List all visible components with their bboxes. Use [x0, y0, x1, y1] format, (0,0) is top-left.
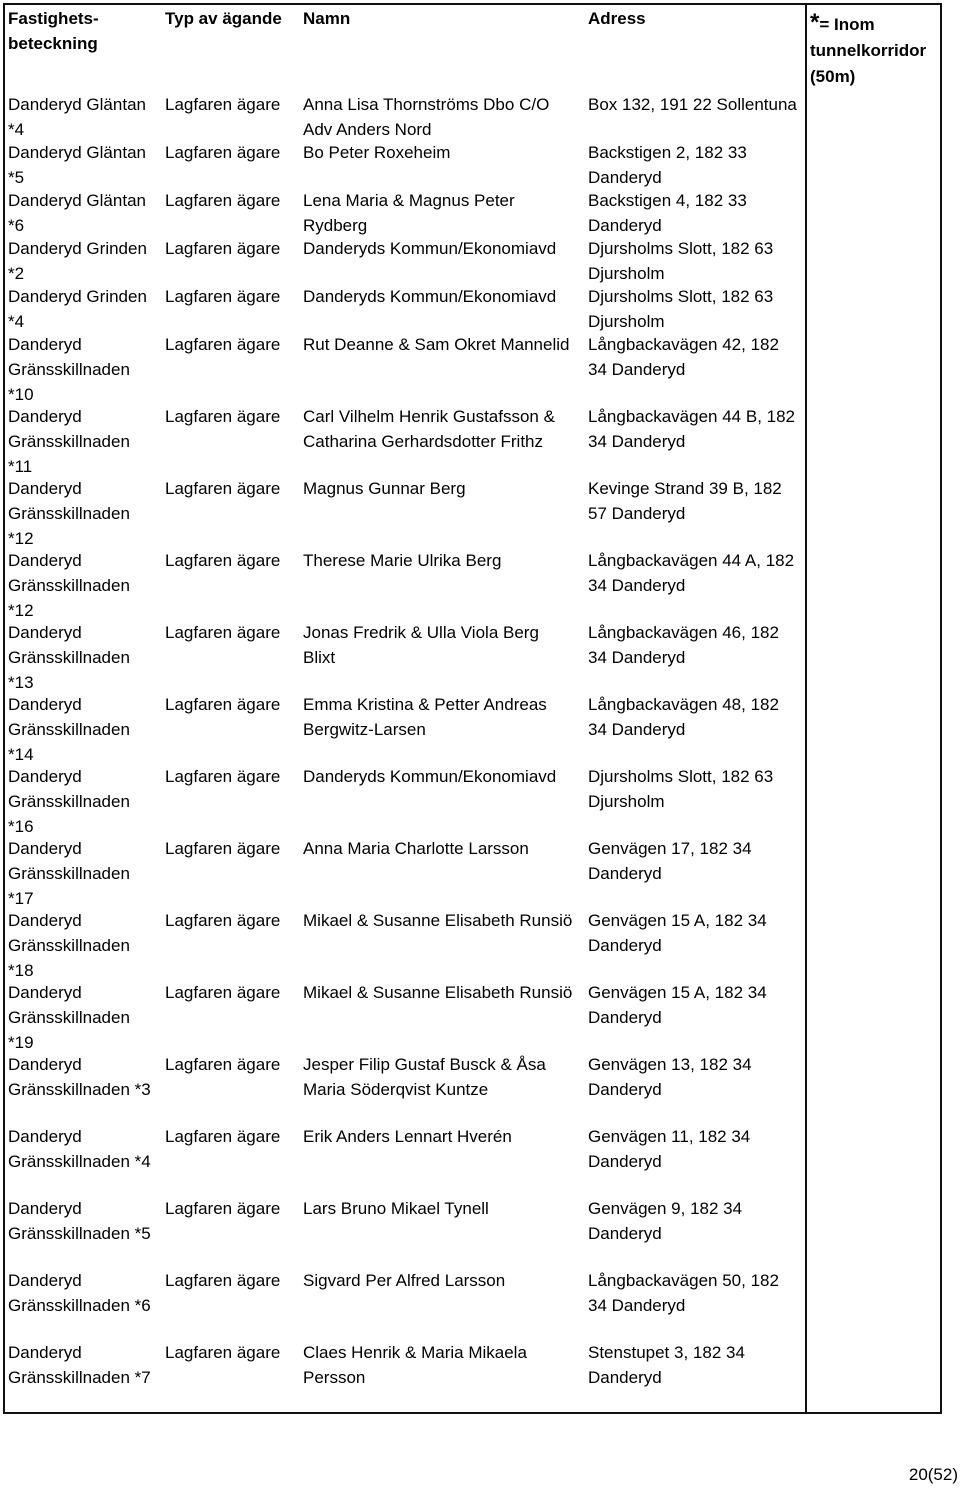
asterisk-marker: *	[810, 9, 820, 36]
adress-cell	[583, 476, 805, 548]
adress-cell	[583, 692, 805, 764]
header-line: beteckning	[8, 34, 98, 53]
table-row	[5, 236, 940, 284]
tunnelkorridor-cell	[805, 92, 940, 140]
adress-line: Långbackavägen 44 B, 182	[588, 407, 796, 426]
fastighet-line: Danderyd	[8, 767, 82, 786]
namn-cell	[297, 476, 583, 548]
adress-cell	[583, 908, 805, 980]
adress-line: Genvägen 11, 182 34	[588, 1127, 751, 1146]
namn-cell	[297, 1196, 583, 1268]
namn-cell	[297, 836, 583, 908]
header-line-text: = Inom	[819, 15, 875, 34]
table-row	[5, 92, 940, 140]
adress-cell	[583, 140, 805, 188]
typ-av-agande-cell: Lagfaren ägare	[165, 983, 281, 1002]
fastighetsbeteckning-cell	[5, 284, 158, 332]
table-row	[5, 188, 940, 236]
fastighetsbeteckning-cell	[5, 140, 158, 188]
fastighet-line: Danderyd	[8, 1127, 82, 1146]
adress-line: Danderyd	[588, 1152, 662, 1171]
adress-line: Långbackavägen 50, 182	[588, 1271, 779, 1290]
table-row	[5, 404, 940, 476]
typ-av-agande-cell: Lagfaren ägare	[165, 143, 281, 162]
namn-line: Sigvard Per Alfred Larsson	[303, 1271, 506, 1290]
namn-line: Jesper Filip Gustaf Busck & Åsa	[303, 1055, 546, 1074]
tunnelkorridor-cell	[805, 980, 940, 1052]
header-line	[810, 9, 940, 38]
fastighetsbeteckning-cell	[5, 1124, 158, 1196]
adress-line: Långbackavägen 44 A, 182	[588, 551, 795, 570]
fastighet-line: Danderyd	[8, 407, 82, 426]
fastighetsbeteckning-cell	[5, 980, 158, 1052]
adress-line: 34 Danderyd	[588, 720, 686, 739]
typ-av-agande-cell: Lagfaren ägare	[165, 695, 281, 714]
fastighet-line: Danderyd	[8, 335, 82, 354]
namn-line: Therese Marie Ulrika Berg	[303, 551, 502, 570]
adress-cell	[583, 548, 805, 620]
tunnelkorridor-cell	[805, 1340, 940, 1412]
table-row	[5, 332, 940, 404]
adress-line: Genvägen 17, 182 34	[588, 839, 752, 858]
typ-av-agande-cell: Lagfaren ägare	[165, 335, 281, 354]
header-line: (50m)	[810, 67, 856, 86]
adress-line: Långbackavägen 46, 182	[588, 623, 779, 642]
fastighet-line: Gränsskillnaden *4	[8, 1152, 151, 1171]
adress-cell	[583, 188, 805, 236]
fastighet-line: Danderyd	[8, 983, 82, 1002]
typ-av-agande-cell: Lagfaren ägare	[165, 551, 281, 570]
fastighetsbeteckning-cell	[5, 92, 158, 140]
property-owner-table	[3, 3, 942, 1414]
adress-cell	[583, 284, 805, 332]
fastighet-line: Gränsskillnaden	[8, 720, 130, 739]
fastighet-line: *6	[8, 216, 25, 235]
adress-line: Genvägen 15 A, 182 34	[588, 983, 767, 1002]
adress-line: Djursholms Slott, 182 63	[588, 767, 774, 786]
namn-cell	[297, 980, 583, 1052]
adress-line: 34 Danderyd	[588, 432, 686, 451]
adress-line: Kevinge Strand 39 B, 182	[588, 479, 782, 498]
namn-cell	[297, 284, 583, 332]
typ-av-agande-cell: Lagfaren ägare	[165, 479, 281, 498]
fastighet-line: *4	[8, 312, 25, 331]
namn-line: Claes Henrik & Maria Mikaela	[303, 1343, 527, 1362]
tunnelkorridor-cell	[805, 1196, 940, 1268]
table-row	[5, 1124, 940, 1196]
namn-line: Catharina Gerhardsdotter Frithz	[303, 432, 543, 451]
namn-line: Adv Anders Nord	[303, 120, 432, 139]
adress-line: Danderyd	[588, 1224, 662, 1243]
fastighet-line: *18	[8, 961, 34, 980]
adress-line: 34 Danderyd	[588, 1296, 686, 1315]
adress-cell	[583, 1340, 805, 1412]
adress-cell	[583, 836, 805, 908]
adress-cell	[583, 404, 805, 476]
namn-cell	[297, 764, 583, 836]
typ-av-agande-cell: Lagfaren ägare	[165, 191, 281, 210]
adress-line: Danderyd	[588, 864, 662, 883]
namn-line: Jonas Fredrik & Ulla Viola Berg	[303, 623, 539, 642]
header-namn: Namn	[303, 9, 351, 28]
tunnelkorridor-cell	[805, 620, 940, 692]
adress-line: Backstigen 4, 182 33	[588, 191, 747, 210]
fastighetsbeteckning-cell	[5, 236, 158, 284]
adress-cell	[583, 332, 805, 404]
typ-av-agande-cell: Lagfaren ägare	[165, 911, 281, 930]
adress-cell	[583, 1052, 805, 1124]
namn-line: Rydberg	[303, 216, 368, 235]
fastighetsbeteckning-cell	[5, 620, 158, 692]
typ-av-agande-cell: Lagfaren ägare	[165, 287, 281, 306]
namn-line: Mikael & Susanne Elisabeth Runsiö	[303, 983, 573, 1002]
adress-cell	[583, 1196, 805, 1268]
table-row	[5, 1268, 940, 1340]
fastighet-line: Gränsskillnaden *5	[8, 1224, 151, 1243]
fastighet-line: Gränsskillnaden *3	[8, 1080, 151, 1099]
tunnelkorridor-cell	[805, 476, 940, 548]
tunnelkorridor-cell	[805, 332, 940, 404]
adress-cell	[583, 92, 805, 140]
fastighet-line: Gränsskillnaden	[8, 576, 130, 595]
namn-line: Magnus Gunnar Berg	[303, 479, 466, 498]
typ-av-agande-cell: Lagfaren ägare	[165, 623, 281, 642]
fastighet-line: *5	[8, 168, 25, 187]
table-row	[5, 620, 940, 692]
adress-line: Genvägen 15 A, 182 34	[588, 911, 767, 930]
namn-cell	[297, 404, 583, 476]
table-row	[5, 908, 940, 980]
adress-line: Djursholm	[588, 312, 665, 331]
fastighet-line: Danderyd	[8, 1055, 82, 1074]
fastighet-line: *2	[8, 264, 25, 283]
namn-line: Lars Bruno Mikael Tynell	[303, 1199, 489, 1218]
fastighet-line: Danderyd Grinden	[8, 239, 147, 258]
namn-cell	[297, 332, 583, 404]
namn-line: Anna Maria Charlotte Larsson	[303, 839, 529, 858]
namn-line: Rut Deanne & Sam Okret Mannelid	[303, 335, 570, 354]
table-row	[5, 1196, 940, 1268]
fastighet-line: *13	[8, 673, 34, 692]
table-row	[5, 476, 940, 548]
fastighet-line: Gränsskillnaden	[8, 936, 130, 955]
fastighet-line: *14	[8, 745, 34, 764]
tunnelkorridor-cell	[805, 1268, 940, 1340]
namn-cell	[297, 620, 583, 692]
fastighet-line: Danderyd Gläntan	[8, 95, 146, 114]
table-header	[5, 5, 940, 92]
namn-cell	[297, 1340, 583, 1412]
fastighet-line: Gränsskillnaden	[8, 1008, 130, 1027]
fastighet-line: Danderyd	[8, 623, 82, 642]
fastighet-line: *4	[8, 120, 25, 139]
adress-line: 57 Danderyd	[588, 504, 686, 523]
namn-line: Danderyds Kommun/Ekonomiavd	[303, 287, 557, 306]
namn-line: Maria Söderqvist Kuntze	[303, 1080, 489, 1099]
namn-line: Bo Peter Roxeheim	[303, 143, 451, 162]
fastighetsbeteckning-cell	[5, 1268, 158, 1340]
fastighetsbeteckning-cell	[5, 404, 158, 476]
namn-cell	[297, 92, 583, 140]
header-line: tunnelkorridor	[810, 41, 927, 60]
fastighet-line: Gränsskillnaden *6	[8, 1296, 151, 1315]
typ-av-agande-cell: Lagfaren ägare	[165, 767, 281, 786]
adress-line: Danderyd	[588, 1368, 662, 1387]
adress-line: Backstigen 2, 182 33	[588, 143, 747, 162]
namn-cell	[297, 236, 583, 284]
adress-line: Box 132, 191 22 Sollentuna	[588, 95, 797, 114]
namn-line: Blixt	[303, 648, 336, 667]
adress-cell	[583, 1268, 805, 1340]
tunnelkorridor-cell	[805, 1124, 940, 1196]
namn-cell	[297, 1124, 583, 1196]
typ-av-agande-cell: Lagfaren ägare	[165, 1055, 281, 1074]
adress-line: Danderyd	[588, 216, 662, 235]
adress-line: Danderyd	[588, 936, 662, 955]
namn-cell	[297, 908, 583, 980]
fastighet-line: *17	[8, 889, 34, 908]
fastighet-line: Danderyd Gläntan	[8, 143, 146, 162]
table-row	[5, 692, 940, 764]
adress-line: Djursholm	[588, 792, 665, 811]
namn-cell	[297, 188, 583, 236]
tunnelkorridor-cell	[805, 836, 940, 908]
tunnelkorridor-cell	[805, 692, 940, 764]
fastighetsbeteckning-cell	[5, 332, 158, 404]
tunnelkorridor-cell	[805, 908, 940, 980]
namn-line: Danderyds Kommun/Ekonomiavd	[303, 239, 557, 258]
adress-line: Långbackavägen 42, 182	[588, 335, 779, 354]
adress-line: 34 Danderyd	[588, 360, 686, 379]
adress-line: Genvägen 13, 182 34	[588, 1055, 752, 1074]
adress-cell	[583, 764, 805, 836]
namn-line: Erik Anders Lennart Hverén	[303, 1127, 512, 1146]
table-row	[5, 764, 940, 836]
namn-line: Carl Vilhelm Henrik Gustafsson &	[303, 407, 555, 426]
fastighetsbeteckning-cell	[5, 1052, 158, 1124]
typ-av-agande-cell: Lagfaren ägare	[165, 1199, 281, 1218]
table-row	[5, 980, 940, 1052]
header-line: Fastighets-	[8, 9, 99, 28]
typ-av-agande-cell: Lagfaren ägare	[165, 1271, 281, 1290]
adress-cell	[583, 620, 805, 692]
fastighetsbeteckning-cell	[5, 548, 158, 620]
tunnelkorridor-cell	[805, 548, 940, 620]
namn-line: Emma Kristina & Petter Andreas	[303, 695, 547, 714]
adress-line: Danderyd	[588, 1008, 662, 1027]
fastighet-line: Gränsskillnaden *7	[8, 1368, 151, 1387]
header-adress: Adress	[588, 9, 646, 28]
table-row	[5, 140, 940, 188]
tunnelkorridor-cell	[805, 1052, 940, 1124]
namn-line: Danderyds Kommun/Ekonomiavd	[303, 767, 557, 786]
tunnelkorridor-cell	[805, 284, 940, 332]
adress-line: Långbackavägen 48, 182	[588, 695, 779, 714]
typ-av-agande-cell: Lagfaren ägare	[165, 239, 281, 258]
namn-line: Mikael & Susanne Elisabeth Runsiö	[303, 911, 573, 930]
fastighet-line: Danderyd	[8, 1343, 82, 1362]
tunnelkorridor-cell	[805, 764, 940, 836]
typ-av-agande-cell: Lagfaren ägare	[165, 839, 281, 858]
fastighet-line: Gränsskillnaden	[8, 432, 130, 451]
adress-line: Djursholm	[588, 264, 665, 283]
tunnelkorridor-cell	[805, 188, 940, 236]
table-row	[5, 548, 940, 620]
header-fastighetsbeteckning	[5, 5, 158, 92]
table-row	[5, 284, 940, 332]
fastighet-line: *16	[8, 817, 34, 836]
namn-line: Persson	[303, 1368, 366, 1387]
fastighet-line: Danderyd	[8, 551, 82, 570]
adress-line: 34 Danderyd	[588, 648, 686, 667]
page-number: 20(52)	[908, 1465, 958, 1484]
fastighet-line: Gränsskillnaden	[8, 864, 130, 883]
fastighet-line: Gränsskillnaden	[8, 648, 130, 667]
typ-av-agande-cell: Lagfaren ägare	[165, 1127, 281, 1146]
adress-cell	[583, 1124, 805, 1196]
table-row	[5, 1340, 940, 1412]
table-row	[5, 1052, 940, 1124]
namn-cell	[297, 692, 583, 764]
namn-cell	[297, 1052, 583, 1124]
typ-av-agande-cell: Lagfaren ägare	[165, 1343, 281, 1362]
namn-cell	[297, 1268, 583, 1340]
namn-line: Lena Maria & Magnus Peter	[303, 191, 515, 210]
table-row	[5, 836, 940, 908]
fastighet-line: Gränsskillnaden	[8, 504, 130, 523]
typ-av-agande-cell: Lagfaren ägare	[165, 95, 281, 114]
fastighet-line: Gränsskillnaden	[8, 792, 130, 811]
tunnelkorridor-cell	[805, 236, 940, 284]
fastighet-line: Danderyd	[8, 839, 82, 858]
fastighetsbeteckning-cell	[5, 836, 158, 908]
fastighetsbeteckning-cell	[5, 1340, 158, 1412]
fastighetsbeteckning-cell	[5, 476, 158, 548]
namn-cell	[297, 548, 583, 620]
tunnelkorridor-cell	[805, 404, 940, 476]
fastighet-line: *19	[8, 1033, 34, 1052]
namn-line: Bergwitz-Larsen	[303, 720, 426, 739]
adress-line: Genvägen 9, 182 34	[588, 1199, 743, 1218]
fastighet-line: Danderyd	[8, 479, 82, 498]
fastighet-line: *11	[8, 457, 33, 476]
adress-line: 34 Danderyd	[588, 576, 686, 595]
fastighet-line: Danderyd	[8, 1271, 82, 1290]
adress-line: Stenstupet 3, 182 34	[588, 1343, 745, 1362]
adress-line: Djursholms Slott, 182 63	[588, 287, 774, 306]
fastighetsbeteckning-cell	[5, 1196, 158, 1268]
fastighet-line: *10	[8, 385, 34, 404]
fastighet-line: Gränsskillnaden	[8, 360, 130, 379]
fastighet-line: Danderyd Grinden	[8, 287, 147, 306]
tunnelkorridor-cell	[805, 140, 940, 188]
adress-line: Danderyd	[588, 1080, 662, 1099]
namn-cell	[297, 140, 583, 188]
fastighetsbeteckning-cell	[5, 764, 158, 836]
fastighet-line: *12	[8, 601, 34, 620]
header-tunnelkorridor	[805, 5, 940, 92]
typ-av-agande-cell: Lagfaren ägare	[165, 407, 281, 426]
table-body	[5, 92, 940, 1412]
fastighet-line: Danderyd Gläntan	[8, 191, 146, 210]
fastighetsbeteckning-cell	[5, 692, 158, 764]
namn-line: Anna Lisa Thornströms Dbo C/O	[303, 95, 550, 114]
fastighet-line: Danderyd	[8, 911, 82, 930]
fastighetsbeteckning-cell	[5, 908, 158, 980]
fastighet-line: *12	[8, 529, 34, 548]
fastighetsbeteckning-cell	[5, 188, 158, 236]
adress-cell	[583, 980, 805, 1052]
adress-cell	[583, 236, 805, 284]
fastighet-line: Danderyd	[8, 1199, 82, 1218]
adress-line: Danderyd	[588, 168, 662, 187]
fastighet-line: Danderyd	[8, 695, 82, 714]
adress-line: Djursholms Slott, 182 63	[588, 239, 774, 258]
header-typ-av-agande: Typ av ägande	[165, 9, 282, 28]
